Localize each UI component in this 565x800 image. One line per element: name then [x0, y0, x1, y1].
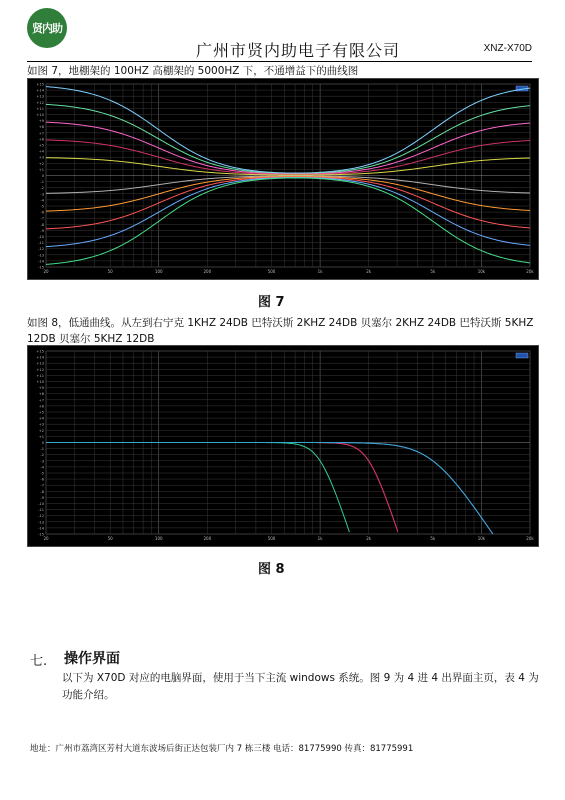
figure7-chart — [27, 78, 539, 280]
fig8-ytick-label: +8 — [38, 392, 44, 397]
fig8-ytick-label: +3 — [38, 422, 44, 427]
fig7-ytick-label: +13 — [36, 94, 44, 99]
footer-address: 地址：广州市荔湾区芳村大道东波场后街正达包装厂内 7 栋三楼 电话：81775990 传真：81775991 — [30, 744, 414, 754]
figure8-intro-line2: 12DB 贝塞尔 5KHZ 12DB — [27, 333, 155, 345]
fig8-ytick-label: -1 — [40, 447, 44, 452]
fig7-ytick-label: -3 — [40, 192, 44, 197]
figure7-intro: 如图 7，地棚架的 100HZ 高棚架的 5000HZ 下，不通增益下的曲线图 — [27, 65, 359, 77]
fig8-ytick-label: -12 — [38, 514, 44, 519]
fig7-ytick-label: +6 — [38, 137, 44, 142]
fig7-ytick-label: 0 — [41, 174, 44, 178]
company-name: 广州市贤内助电子有限公司 — [196, 41, 401, 60]
fig8-ytick-label: -8 — [40, 489, 44, 494]
fig7-ytick-label: -10 — [38, 235, 44, 239]
fig7-xtick-label: 200 — [203, 269, 212, 274]
fig8-ytick-label: +6 — [38, 404, 44, 409]
fig8-xtick-label: 1k — [317, 536, 323, 541]
fig8-ytick-label: -3 — [40, 459, 44, 464]
fig7-ytick-label: -11 — [38, 241, 44, 246]
section-body: 以下为 X70D 对应的电脑界面，使用于当下主流 windows 系统。图 9 为 4 进 4 出界面主页，表 4 为功能介绍。 — [62, 672, 539, 701]
fig8-ytick-label: -2 — [40, 453, 44, 458]
fig8-ytick-label: -11 — [38, 508, 44, 513]
figure8-intro-line1: 如图 8，低通曲线。从左到右宁克 1KHZ 24DB 巴特沃斯 2KHZ 24DB 贝塞尔 2KHZ 24DB 巴特沃斯 5KHZ — [27, 317, 534, 329]
fig8-ytick-label: +12 — [36, 367, 44, 372]
fig7-ytick-label: +9 — [38, 119, 44, 124]
fig8-ytick-label: 0 — [41, 441, 44, 445]
fig7-ytick-label: -2 — [40, 186, 44, 191]
fig7-ytick-label: -8 — [40, 222, 44, 227]
fig7-ytick-label: -6 — [40, 210, 44, 215]
fig8-ytick-label: +4 — [38, 416, 44, 421]
fig7-xtick-label: 2k — [366, 269, 372, 274]
fig8-xtick-label: 20k — [526, 536, 534, 541]
fig7-xtick-label: 1k — [317, 269, 323, 274]
fig8-ytick-label: +2 — [38, 428, 44, 433]
fig7-ytick-label: -14 — [38, 259, 44, 264]
fig7-xtick-label: 20k — [526, 269, 534, 274]
fig7-ytick-label: +4 — [38, 149, 44, 154]
header-divider — [27, 61, 532, 62]
fig7-ytick-label: -1 — [40, 180, 44, 185]
fig8-ytick-label: +7 — [38, 398, 44, 403]
figure7-label: 图 7 — [258, 295, 285, 310]
fig7-ytick-label: +12 — [36, 100, 44, 105]
fig8-ytick-label: -14 — [38, 526, 44, 531]
section-title: 操作界面 — [64, 651, 120, 667]
fig8-ytick-label: -9 — [40, 495, 44, 500]
fig8-xtick-label: 200 — [203, 536, 212, 541]
fig8-xtick-label: 500 — [267, 536, 276, 541]
fig8-xtick-label: 100 — [154, 536, 163, 541]
fig7-ytick-label: +11 — [36, 106, 44, 111]
document-code: XNZ-X70D — [483, 43, 532, 54]
fig7-xtick-label: 5k — [430, 269, 436, 274]
company-logo — [27, 8, 67, 48]
fig8-xtick-label: 20 — [43, 536, 49, 541]
fig7-ytick-label: +10 — [36, 113, 44, 117]
fig7-xtick-label: 10k — [477, 269, 486, 274]
fig8-ytick-label: -15 — [38, 532, 44, 537]
fig7-ytick-label: +5 — [38, 143, 44, 148]
fig8-ytick-label: +11 — [36, 373, 44, 378]
fig8-ytick-label: +5 — [38, 410, 44, 415]
fig8-ytick-label: -7 — [40, 483, 44, 488]
logo-text: 贤内助 — [32, 22, 62, 35]
fig8-xtick-label: 50 — [107, 536, 113, 541]
section-number: 七. — [30, 654, 48, 669]
fig7-ytick-label: +15 — [36, 82, 44, 87]
fig8-ytick-label: -5 — [40, 471, 44, 476]
fig7-ytick-label: +8 — [38, 125, 44, 130]
fig7-ytick-label: -13 — [38, 253, 44, 258]
fig8-ytick-label: -13 — [38, 520, 44, 525]
fig8-ytick-label: -4 — [40, 465, 44, 470]
fig8-ytick-label: +13 — [36, 361, 44, 366]
fig8-ytick-label: -6 — [40, 477, 44, 482]
fig7-xtick-label: 500 — [267, 269, 276, 274]
fig7-ytick-label: +1 — [38, 167, 44, 172]
fig7-ytick-label: -12 — [38, 247, 44, 252]
fig7-ytick-label: -4 — [40, 198, 44, 203]
fig8-xtick-label: 2k — [366, 536, 372, 541]
fig7-ytick-label: +2 — [38, 161, 44, 166]
figure8-svg — [28, 346, 538, 546]
fig7-ytick-label: -15 — [38, 265, 44, 270]
figure7-svg — [28, 79, 538, 279]
fig8-xtick-label: 5k — [430, 536, 436, 541]
figure8-label: 图 8 — [258, 562, 285, 577]
fig7-ytick-label: +3 — [38, 155, 44, 160]
fig8-ytick-label: +10 — [36, 380, 44, 384]
fig7-ytick-label: -5 — [40, 204, 44, 209]
fig7-ytick-label: +14 — [36, 88, 44, 93]
fig8-ytick-label: +15 — [36, 349, 44, 354]
fig7-xtick-label: 20 — [43, 269, 49, 274]
fig7-ytick-label: +7 — [38, 131, 44, 136]
fig8-ytick-label: +14 — [36, 355, 44, 360]
fig8-ytick-label: +1 — [38, 434, 44, 439]
fig7-xtick-label: 50 — [107, 269, 113, 274]
fig8-ytick-label: -10 — [38, 502, 44, 506]
fig8-xtick-label: 10k — [477, 536, 486, 541]
fig7-ytick-label: -7 — [40, 216, 44, 221]
fig7-ytick-label: -9 — [40, 228, 44, 233]
figure8-chart — [27, 345, 539, 547]
fig8-ytick-label: +9 — [38, 386, 44, 391]
fig7-xtick-label: 100 — [154, 269, 163, 274]
fig8-app-logo — [516, 353, 528, 358]
